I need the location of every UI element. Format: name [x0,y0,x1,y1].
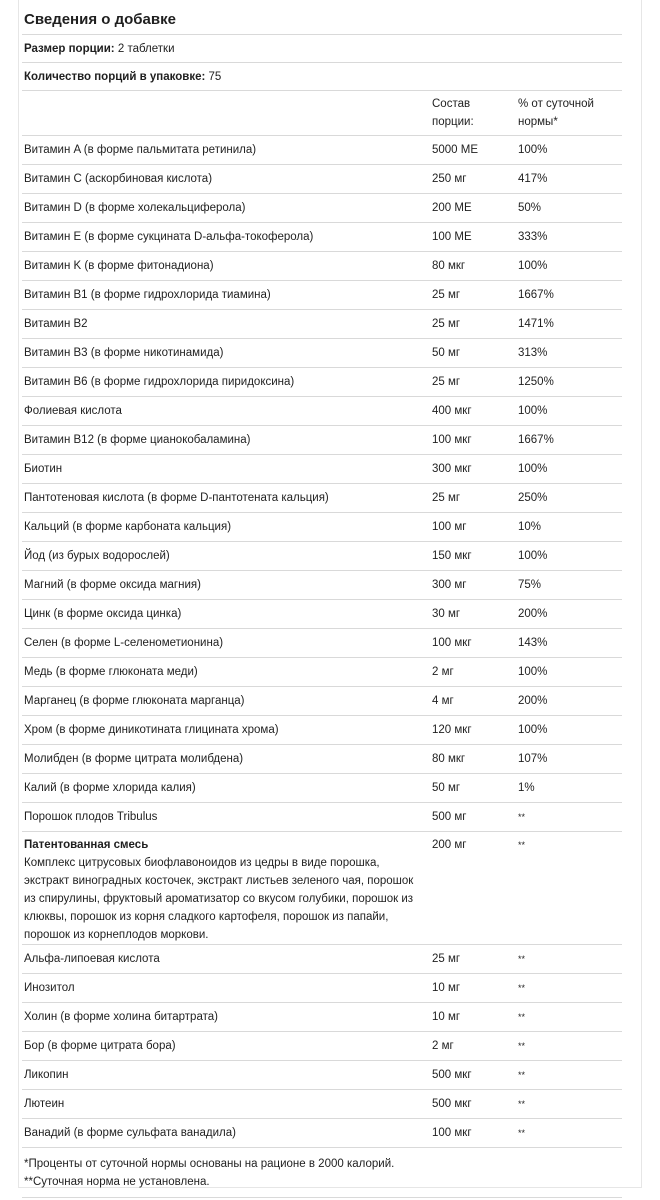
supplement-facts-title: Сведения о добавке [22,0,622,35]
nutrient-name: Витамин K (в форме фитонадиона) [22,251,430,280]
nutrient-amount: 80 мкг [430,251,516,280]
footnote-daily-value: *Проценты от суточной нормы основаны на рационе в 2000 калорий. [24,1157,395,1170]
nutrient-amount: 250 мг [430,164,516,193]
nutrient-amount: 150 мкг [430,541,516,570]
nutrient-name: Йод (из бурых водорослей) [22,541,430,570]
nutrient-name: Селен (в форме L-селенометионина) [22,628,430,657]
nutrient-amount: 300 мкг [430,454,516,483]
nutrient-amount: 5000 МЕ [430,135,516,164]
table-row [22,135,622,164]
nutrient-amount: 2 мг [430,1031,516,1060]
nutrient-name: Медь (в форме глюконата меди) [22,657,430,686]
table-row [22,483,622,512]
nutrient-name: Витамин B6 (в форме гидрохлорида пиридоксина) [22,367,430,396]
table-row [22,1118,622,1147]
table-row [22,657,622,686]
table-row [22,251,622,280]
nutrient-name: Инозитол [22,973,430,1002]
table-row [22,222,622,251]
nutrient-name: Молибден (в форме цитрата молибдена) [22,744,430,773]
nutrient-name: Ванадий (в форме сульфата ванадила) [22,1118,430,1147]
nutrient-amount: 400 мкг [430,396,516,425]
nutrient-rows [22,135,622,831]
nutrient-daily-value: 100% [516,135,622,164]
table-row [22,628,622,657]
nutrient-name: Хром (в форме диникотината глицината хрома) [22,715,430,744]
nutrient-rows-after [22,944,622,1147]
nutrient-name: Фолиевая кислота [22,396,430,425]
nutrient-daily-value: 100% [516,454,622,483]
nutrient-daily-value: ** [516,1118,622,1147]
nutrient-daily-value: 250% [516,483,622,512]
nutrient-amount: 50 мг [430,338,516,367]
table-row [22,338,622,367]
nutrient-amount: 100 мкг [430,1118,516,1147]
nutrient-daily-value: 313% [516,338,622,367]
nutrient-daily-value: 100% [516,657,622,686]
nutrient-amount: 25 мг [430,483,516,512]
nutrient-name: Альфа-липоевая кислота [22,944,430,973]
nutrient-name: Витамин B3 (в форме никотинамида) [22,338,430,367]
nutrient-name: Витамин E (в форме сукцината D-альфа-токоферола) [22,222,430,251]
table-row [22,512,622,541]
servings-per-container-label: Количество порций в упаковке: [24,71,206,83]
table-row [22,1002,622,1031]
nutrient-daily-value: 100% [516,541,622,570]
nutrients-table [22,91,622,1148]
nutrient-amount: 100 мкг [430,425,516,454]
nutrient-name: Пантотеновая кислота (в форме D-пантотената кальция) [22,483,430,512]
nutrient-daily-value: 200% [516,599,622,628]
nutrient-name: Бор (в форме цитрата бора) [22,1031,430,1060]
nutrient-amount: 100 мг [430,512,516,541]
blend-name: Патентованная смесь [24,838,149,851]
nutrient-name: Марганец (в форме глюконата марганца) [22,686,430,715]
blend-cell [22,831,430,944]
nutrient-daily-value: 1% [516,773,622,802]
table-row [22,164,622,193]
nutrient-amount: 500 мг [430,802,516,831]
table-row [22,686,622,715]
table-row [22,396,622,425]
nutrient-amount: 10 мг [430,1002,516,1031]
nutrient-name: Порошок плодов Tribulus [22,802,430,831]
table-row [22,973,622,1002]
nutrient-amount: 25 мг [430,280,516,309]
nutrient-amount: 25 мг [430,367,516,396]
nutrient-daily-value: 100% [516,715,622,744]
serving-size [22,35,622,63]
table-row [22,280,622,309]
nutrient-daily-value: 10% [516,512,622,541]
table-row [22,367,622,396]
nutrient-amount: 4 мг [430,686,516,715]
nutrient-name: Биотин [22,454,430,483]
nutrient-daily-value: 100% [516,251,622,280]
nutrient-name: Витамин B12 (в форме цианокобаламина) [22,425,430,454]
nutrient-name: Холин (в форме холина битартрата) [22,1002,430,1031]
nutrient-amount: 50 мг [430,773,516,802]
nutrient-amount: 30 мг [430,599,516,628]
table-row [22,570,622,599]
table-header-row [22,91,622,135]
nutrient-name: Кальций (в форме карбоната кальция) [22,512,430,541]
serving-size-label: Размер порции: [24,43,115,55]
column-header-amount: Состав порции: [430,91,516,135]
column-header-daily-value: % от суточной нормы* [516,91,622,135]
table-row [22,1060,622,1089]
column-header-name [22,91,430,135]
table-row [22,831,622,944]
nutrient-name: Витамин C (аскорбиновая кислота) [22,164,430,193]
table-row [22,599,622,628]
nutrient-amount: 25 мг [430,944,516,973]
nutrient-amount: 25 мг [430,309,516,338]
nutrient-amount: 100 МЕ [430,222,516,251]
nutrient-daily-value: 75% [516,570,622,599]
table-row [22,802,622,831]
nutrient-daily-value: ** [516,944,622,973]
nutrient-daily-value: 1471% [516,309,622,338]
table-row [22,1031,622,1060]
serving-size-value: 2 таблетки [117,43,175,55]
table-row [22,744,622,773]
table-row [22,541,622,570]
nutrient-name: Магний (в форме оксида магния) [22,570,430,599]
nutrient-daily-value: ** [516,1031,622,1060]
table-row [22,309,622,338]
nutrient-daily-value: 50% [516,193,622,222]
footnotes [22,1148,622,1198]
nutrient-name: Ликопин [22,1060,430,1089]
table-row [22,944,622,973]
nutrient-amount: 500 мкг [430,1089,516,1118]
nutrient-daily-value: 333% [516,222,622,251]
nutrient-amount: 100 мкг [430,628,516,657]
table-row [22,1089,622,1118]
nutrient-daily-value: 417% [516,164,622,193]
nutrient-name: Витамин D (в форме холекальциферола) [22,193,430,222]
supplement-facts [22,0,622,1198]
blend-description: Комплекс цитрусовых биофлавоноидов из цедры в виде порошка, экстракт виноградных косточек, экстракт листьев зеленого чая, порошок из спирулины, фруктовый ароматизатор со вкусом голубики, порошок из клюквы, порошок из корня сладкого картофеля, порошок из папайи, порошок из корнеплодов моркови. [24,856,414,941]
blend-daily-value: ** [516,831,622,944]
nutrient-daily-value: 1667% [516,425,622,454]
nutrient-amount: 2 мг [430,657,516,686]
nutrient-daily-value: ** [516,973,622,1002]
servings-per-container-value: 75 [208,71,222,83]
nutrient-daily-value: ** [516,1002,622,1031]
table-row [22,454,622,483]
proprietary-blend [22,831,622,944]
nutrient-daily-value: 143% [516,628,622,657]
table-row [22,715,622,744]
nutrient-name: Витамин B1 (в форме гидрохлорида тиамина) [22,280,430,309]
table-row [22,773,622,802]
nutrient-amount: 500 мкг [430,1060,516,1089]
nutrient-daily-value: 1667% [516,280,622,309]
nutrient-daily-value: ** [516,802,622,831]
footnote-not-established: **Суточная норма не установлена. [24,1175,210,1188]
table-row [22,193,622,222]
nutrient-name: Лютеин [22,1089,430,1118]
nutrient-name: Витамин A (в форме пальмитата ретинила) [22,135,430,164]
nutrient-amount: 120 мкг [430,715,516,744]
nutrient-daily-value: 200% [516,686,622,715]
nutrient-daily-value: ** [516,1060,622,1089]
nutrient-daily-value: 1250% [516,367,622,396]
nutrient-name: Витамин B2 [22,309,430,338]
nutrient-daily-value: ** [516,1089,622,1118]
table-row [22,425,622,454]
nutrient-amount: 80 мкг [430,744,516,773]
nutrient-daily-value: 107% [516,744,622,773]
nutrient-amount: 10 мг [430,973,516,1002]
nutrient-amount: 300 мг [430,570,516,599]
nutrient-name: Цинк (в форме оксида цинка) [22,599,430,628]
nutrient-amount: 200 МЕ [430,193,516,222]
nutrient-name: Калий (в форме хлорида калия) [22,773,430,802]
nutrient-daily-value: 100% [516,396,622,425]
servings-per-container [22,63,622,91]
blend-amount: 200 мг [430,831,516,944]
